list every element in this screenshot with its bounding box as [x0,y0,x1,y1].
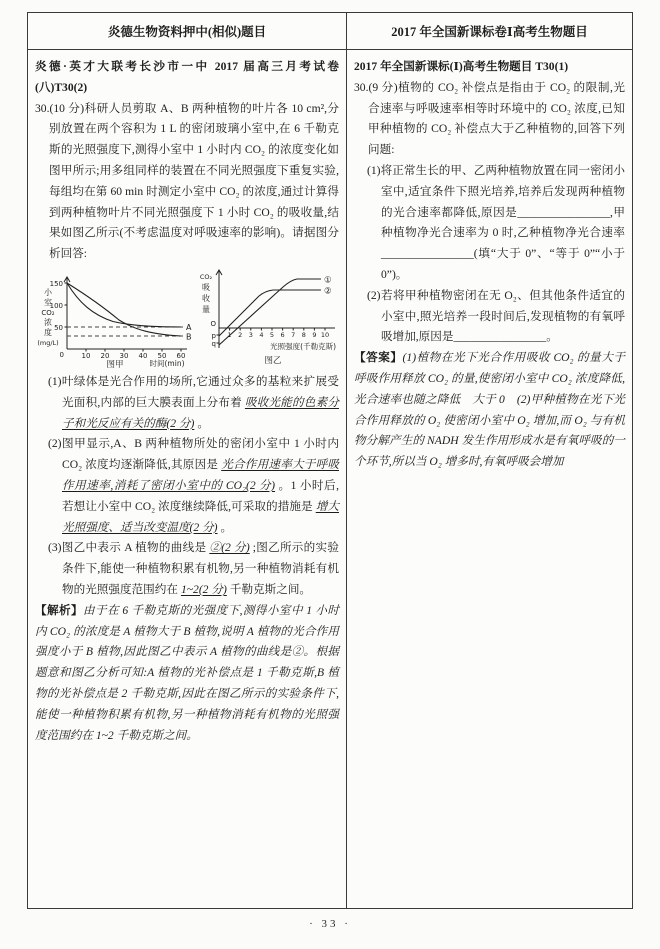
left-sub-question-3: (3)图乙中表示 A 植物的曲线是 ②(2 分) ;图乙所示的实验条件下,能使一种植物积累有机物,另一种植物消耗有机物的光照强度范围约在 1~2(2 分) 千勒克斯之间。 [48,541,339,596]
table-header-row [28,13,632,50]
svg-text:20: 20 [100,351,110,360]
answer-underline: 增大光照强度、适当改变温度(2 分) [62,499,339,534]
svg-text:CO₂: CO₂ [199,272,213,281]
svg-text:吸: 吸 [202,282,210,292]
svg-text:6: 6 [280,330,285,339]
svg-text:100: 100 [49,301,63,310]
table-body-row [28,50,632,909]
curve-plant-b [67,283,181,336]
curve-1-label: ① [324,275,332,286]
svg-text:10: 10 [320,330,330,339]
curve-2-plant-a [219,290,321,336]
svg-text:5: 5 [269,330,275,339]
right-sub-question-1: (1)将正常生长的甲、乙两种植物放置在同一密闭小室中,适宜条件下照光培养,培养后发现两种植物的光合速率都降低,原因是________________,甲种植物净光合速率为 0 时,乙种植物净光合速率________________(填“大于 0”、“等于 0”“小于 0”)。 [367,163,625,281]
left-sub-question-1: (1)叶绿体是光合作用的场所,它通过众多的基粒来扩展受光面积,内部的巨大膜表面上分布着 吸收光能的色素分子和光反应有关的酶(2 分) 。 [48,374,339,430]
label-a: A [186,322,192,332]
light-intensity-chart [195,268,339,368]
right-source-title: 2017 年全国新课标(Ⅰ)高考生物题目 T30(1) [354,60,569,73]
svg-text:30: 30 [119,351,129,360]
svg-text:2: 2 [238,330,243,339]
svg-text:3: 3 [248,330,253,339]
svg-text:9: 9 [312,330,317,339]
svg-text:40: 40 [138,351,148,360]
curve-plant-a [67,283,181,327]
figure-row [35,268,339,368]
left-question-intro: 30.(10 分)科研人员剪取 A、B 两种植物的叶片各 10 cm²,分别放置在两个容积为 1 L 的密闭玻璃小室中,在 6 千勒克斯的光照强度下,测得小室中 1 小时内 CO₂ 的浓度变化如图甲所示;用多组同样的装置在不同光照强度下重复实验,每组均在第 60 min 时测定小室中 CO₂ 的浓度,通过计算得到两种植物叶片不同光照强度下 1 小时 CO₂ 的吸收量,结果如图乙所示(不考虑温度对呼吸速率的影响)。请据图分析回答: [35,101,339,261]
svg-text:小: 小 [44,287,52,297]
answer-label: 【答案】 [354,351,403,365]
header-cell-gaokao-question: 2017 年全国新课标卷Ⅰ高考生物题目 [391,25,588,39]
svg-text:50: 50 [54,323,63,332]
answer-underline: 光合作用速率大于呼吸作用速率,消耗了密闭小室中的 CO₂(2 分) [62,458,339,492]
svg-text:O: O [210,319,216,328]
svg-text:1: 1 [227,330,232,339]
jia-y-axis-label [37,287,58,347]
svg-text:50: 50 [157,351,167,360]
jia-caption: 图甲 [106,359,124,368]
label-b: B [186,332,192,342]
curve-2-label: ② [324,286,332,297]
svg-text:室: 室 [44,297,52,307]
answer-underline: 吸收光能的色素分子和光反应有关的酶(2 分) [62,395,339,430]
header-cell-similar-question: 炎德生物资料押中(相似)题目 [28,13,347,49]
yi-x-ticks [228,331,330,339]
svg-text:量: 量 [202,304,210,314]
left-sub-question-2: (2)图甲显示,A、B 两种植物所处的密闭小室中 1 小时内 CO₂ 浓度均逐渐降低,其原因是 光合作用速率大于呼吸作用速率,消耗了密闭小室中的 CO₂(2 分) 。1 小时后,若想让小室中 CO₂ 浓度继续降低,可采取的措施是 增大光照强度、适当改变温度(2 分) 。 [48,437,339,534]
svg-text:10: 10 [81,351,91,360]
analysis-label: 【解析】 [35,603,84,617]
left-column-similar-question [28,50,347,909]
svg-text:p: p [211,331,216,340]
svg-text:收: 收 [202,293,210,303]
svg-text:浓: 浓 [44,317,52,327]
svg-text:CO₂: CO₂ [41,308,55,317]
yi-caption: 图乙 [264,355,282,366]
yi-axes [216,270,335,348]
svg-text:150: 150 [49,279,63,288]
yi-origin-labels [210,320,216,348]
right-question-intro: 30.(9 分)植物的 CO₂ 补偿点是指由于 CO₂ 的限制,光合速率与呼吸速率相等时环境中的 CO₂ 浓度,已知甲种植物的 CO₂ 补偿点大于乙种植物的,回答下列问题: [354,80,625,157]
left-source-title: 炎德·英才大联考长沙市一中 2017 届高三月考试卷(八)T30(2) [35,60,339,94]
svg-text:4: 4 [259,330,264,339]
svg-text:7: 7 [291,330,296,339]
analysis-section: 【解析】由于在 6 千勒克斯的光强度下,测得小室中 1 小时内 CO₂ 的浓度是 A 植物大于 B 植物,说明 A 植物的光合作用强度小于 B 植物,因此图乙中表示 A 植物的曲线是②。根据题意和图乙分析可知:A 植物的光补偿点是 1 千勒克斯,B 植物的光补偿点是 2 千勒克斯,因此在图乙所示的实验条件下,能使一种植物积累有机物,另一种植物消耗有机物的光照强度范围约在 1~2 千勒克斯之间。 [35,603,339,742]
answer-underline: ②(2 分) [209,541,250,555]
jia-x-axis-label: 时间(min) [149,358,185,368]
svg-text:q: q [211,339,216,348]
answer-section: 【答案】(1)植物在光下光合作用吸收 CO₂ 的量大于呼吸作用释放 CO₂ 的量,使密闭小室中 CO₂ 浓度降低,光合速率也随之降低 大于 0 (2)甲种植物在光下光合作用释放的 O₂ 使密闭小室中 O₂ 增加,而 O₂ 与有机物分解产生的 NADH 发生作用形成水是有氧呼吸的一个环节,所以当 O₂ 增多时,有氧呼吸会增加 [354,351,625,469]
svg-text:(mg/L): (mg/L) [37,338,59,347]
svg-text:0: 0 [59,350,64,359]
svg-text:60: 60 [176,351,186,360]
right-column-gaokao-question [347,50,632,909]
co2-concentration-chart [35,273,195,368]
yi-x-axis-label: 光照强度(千勒克斯) [270,341,336,351]
jia-axes [64,277,187,352]
answer-underline: 1~2(2 分) [180,582,227,596]
svg-text:8: 8 [301,330,306,339]
page-number: · 33 · [309,918,351,930]
svg-text:度: 度 [44,327,52,337]
yi-y-axis-label [200,273,213,314]
exam-comparison-table [27,12,633,909]
right-sub-question-2: (2)若将甲种植物密闭在无 O₂、但其他条件适宜的小室中,照光培养一段时间后,发现植物的有氧呼吸增加,原因是________________。 [367,288,625,344]
